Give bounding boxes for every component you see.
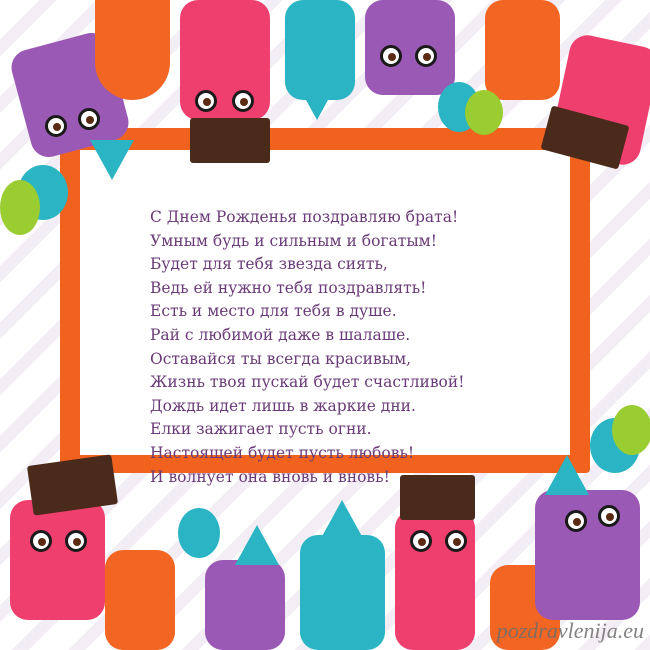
poem-line: Дождь идет лишь в жаркие дни.: [150, 396, 416, 415]
monster-orange: [95, 0, 170, 100]
balloon: [0, 180, 40, 235]
poem-line: И волнует она вновь и вновь!: [150, 467, 390, 486]
eye: [445, 530, 467, 552]
eye: [380, 45, 402, 67]
poem-line: Есть и место для тебя в душе.: [150, 302, 397, 321]
poem-line: Оставайся ты всегда красивым,: [150, 349, 412, 368]
monster-pink: [180, 0, 270, 120]
watermark: pozdravlenija.eu: [496, 618, 644, 643]
eye: [30, 530, 52, 552]
party-hat: [545, 455, 589, 495]
poem-line: С Днем Рожденья поздравляю брата!: [150, 208, 459, 226]
eye: [415, 45, 437, 67]
cake: [27, 454, 118, 515]
party-hat: [320, 500, 364, 540]
poem-line: Будет для тебя звезда сиять,: [150, 255, 388, 274]
monster-purple-bottom: [205, 560, 285, 650]
cake: [190, 118, 270, 163]
poem-line: Елки зажигает пусть огни.: [150, 420, 372, 439]
eye: [410, 530, 432, 552]
party-hat: [295, 80, 339, 120]
eye: [565, 510, 587, 532]
birthday-poem: [150, 206, 464, 489]
eye: [45, 115, 67, 137]
monster-pink-bottom: [395, 510, 475, 650]
party-hat: [90, 140, 134, 180]
balloon: [465, 90, 503, 135]
balloon: [612, 405, 650, 455]
eye: [65, 530, 87, 552]
monster-orange-right: [485, 0, 560, 100]
monster-orange-bottom: [105, 550, 175, 650]
poem-line: Ведь ей нужно тебя поздравлять!: [150, 278, 427, 297]
eye: [232, 90, 254, 112]
poem-line: Жизнь твоя пускай будет счастливой!: [150, 373, 465, 392]
balloon: [178, 508, 220, 558]
poem-line: Настоящей будет пусть любовь!: [150, 443, 415, 462]
eye: [598, 505, 620, 527]
monster-purple-top: [365, 0, 455, 95]
poem-line: Умным будь и сильным и богатым!: [150, 231, 437, 250]
eye: [78, 108, 100, 130]
eye: [195, 90, 217, 112]
monster-pink-bottom-left: [10, 500, 105, 620]
party-hat: [235, 525, 279, 565]
poem-line: Рай с любимой даже в шалаше.: [150, 325, 411, 344]
monster-purple-bottom-right: [535, 490, 640, 620]
monster-teal-bottom: [300, 535, 385, 650]
